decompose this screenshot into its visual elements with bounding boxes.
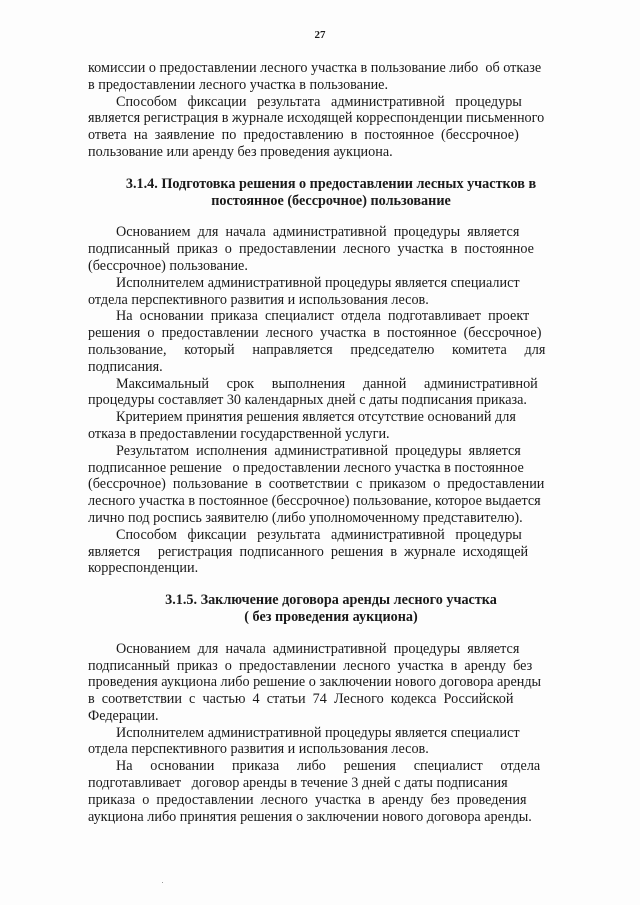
text-line: является регистрация подписанного решения в журнале исходящей bbox=[88, 543, 529, 560]
text-line: аукциона либо принятия решения о заключении нового договора аренды. bbox=[88, 808, 532, 825]
text-line: Федерации. bbox=[88, 707, 159, 724]
heading-line: 3.1.4. Подготовка решения о предоставлении лесных участков в bbox=[125, 175, 537, 192]
scan-artifact bbox=[162, 882, 163, 883]
document-body bbox=[88, 60, 574, 825]
paragraph-fixation-method bbox=[88, 94, 574, 161]
text-line: подготавливает договор аренды в течение 3 дней с даты подписания bbox=[88, 775, 508, 792]
text-line: подписанный приказ о предоставлении лесного участка в аренду без bbox=[88, 657, 533, 674]
text-line: (бессрочное) пользование. bbox=[88, 257, 248, 274]
text-line: отдела перспективного развития и использования лесов. bbox=[88, 291, 429, 308]
paragraph-executor bbox=[88, 275, 574, 309]
text-line: Результатом исполнения административной процедуры является bbox=[116, 442, 521, 459]
heading-line: 3.1.5. Заключение договора аренды лесного участка bbox=[165, 592, 497, 609]
text-line: лично под роспись заявителю (либо уполномоченному представителю). bbox=[88, 509, 523, 526]
heading-line: постоянное (бессрочное) пользование bbox=[211, 192, 451, 209]
text-line: отказа в предоставлении государственной услуги. bbox=[88, 425, 390, 442]
paragraph-max-term bbox=[88, 376, 574, 410]
text-line: отдела перспективного развития и использования лесов. bbox=[88, 741, 429, 758]
text-line: приказа о предоставлении лесного участка в аренду без проведения bbox=[88, 791, 527, 808]
text-line: Максимальный срок выполнения данной административной bbox=[116, 375, 538, 392]
section-heading-3-1-4 bbox=[88, 176, 574, 210]
text-line: (бессрочное) пользование в соответствии с приказом о предоставлении bbox=[88, 476, 545, 493]
text-line: корреспонденции. bbox=[88, 560, 199, 577]
paragraph-continuation bbox=[88, 60, 574, 94]
text-line: решения о предоставлении лесного участка в постоянное (бессрочное) bbox=[88, 325, 542, 342]
page-number: 27 bbox=[314, 29, 326, 41]
text-line: подписанный приказ о предоставлении лесного участка в постоянное bbox=[88, 241, 534, 258]
paragraph-criterion bbox=[88, 409, 574, 443]
section-heading-3-1-5 bbox=[88, 592, 574, 626]
text-line: в соответствии с частью 4 статьи 74 Лесного кодекса Российской bbox=[88, 691, 514, 708]
paragraph-fixation bbox=[88, 527, 574, 577]
text-line: ответа на заявление по предоставлению в постоянное (бессрочное) bbox=[88, 127, 519, 144]
text-line: Основанием для начала административной процедуры является bbox=[116, 640, 520, 657]
text-line: комиссии о предоставлении лесного участка в пользование либо об отказе bbox=[88, 60, 542, 76]
text-line: лесного участка в постоянное (бессрочное) пользование, которое выдается bbox=[88, 493, 541, 510]
paragraph-basis-lease bbox=[88, 641, 574, 725]
text-line: является регистрация в журнале исходящей корреспонденции письменного bbox=[88, 110, 545, 127]
text-line: пользование или аренду без проведения аукциона. bbox=[88, 143, 393, 160]
paragraph-executor-lease bbox=[88, 725, 574, 759]
text-line: Основанием для начала административной процедуры является bbox=[116, 224, 520, 241]
text-line: Критерием принятия решения является отсутствие оснований для bbox=[116, 409, 516, 426]
text-line: Способом фиксации результата административной процедуры bbox=[116, 526, 522, 543]
text-line: Исполнителем административной процедуры является специалист bbox=[116, 724, 520, 741]
text-line: процедуры составляет 30 календарных дней с даты подписания приказа. bbox=[88, 392, 527, 409]
heading-line: ( без проведения аукциона) bbox=[244, 608, 418, 625]
text-line: Способом фиксации результата административной процедуры bbox=[116, 93, 522, 110]
text-line: в предоставлении лесного участка в пользование. bbox=[88, 76, 389, 93]
text-line: Исполнителем административной процедуры является специалист bbox=[116, 274, 520, 291]
text-line: подписанное решение о предоставлении лесного участка в постоянное bbox=[88, 459, 524, 476]
text-line: На основании приказа либо решения специалист отдела bbox=[116, 758, 541, 775]
text-line: проведения аукциона либо решение о заключении нового договора аренды bbox=[88, 674, 542, 691]
text-line: пользование, который направляется председателю комитета для bbox=[88, 341, 546, 358]
paragraph-preparation bbox=[88, 308, 574, 375]
text-line: На основании приказа специалист отдела подготавливает проект bbox=[116, 308, 530, 325]
paragraph-basis bbox=[88, 224, 574, 274]
paragraph-lease-preparation bbox=[88, 758, 574, 825]
paragraph-result bbox=[88, 443, 574, 527]
text-line: подписания. bbox=[88, 358, 163, 375]
